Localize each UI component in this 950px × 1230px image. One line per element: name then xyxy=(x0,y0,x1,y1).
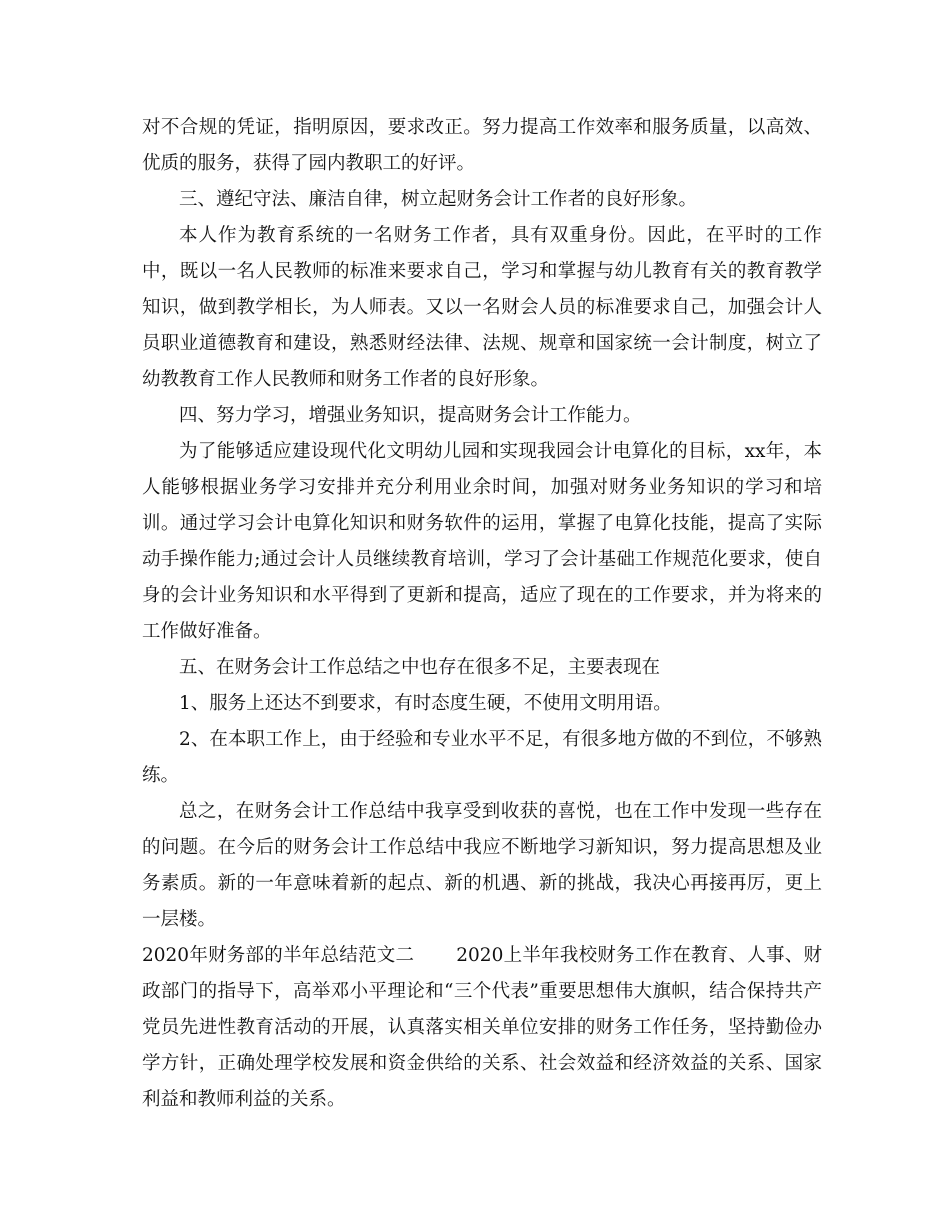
paragraph-conclusion: 总之，在财务会计工作总结中我享受到收获的喜悦，也在工作中发现一些存在的问题。在今后的财务会计工作总结中我应不断地学习新知识，努力提高思想及业务素质。新的一年意味着新的起点、新的机遇、新的挑战，我决心再接再厉，更上一层楼。 xyxy=(142,801,822,930)
paragraph-3: 为了能够适应建设现代化文明幼儿园和实现我园会计电算化的目标，xx年，本人能够根据业务学习安排并充分利用业余时间，加强对财务业务知识的学习和培训。通过学习会计电算化知识和财务软件的运用，掌握了电算化技能，提高了实际动手操作能力;通过会计人员继续教育培训，学习了会计基础工作规范化要求，使自身的会计业务知识和水平得到了更新和提高，适应了现在的工作要求，并为将来的工作做好准备。 xyxy=(142,441,822,642)
section-title: 2020年财务部的半年总结范文二 xyxy=(142,945,415,966)
heading-section-4: 四、努力学习，增强业务知识，提高财务会计工作能力。 xyxy=(179,405,642,426)
document-body xyxy=(142,110,822,1118)
paragraph-1: 对不合规的凭证，指明原因，要求改正。努力提高工作效率和服务质量，以高效、优质的服务，获得了园内教职工的好评。 xyxy=(142,117,822,174)
paragraph-2: 本人作为教育系统的一名财务工作者，具有双重身份。因此，在平时的工作中，既以一名人民教师的标准来要求自己，学习和掌握与幼儿教育有关的教育教学知识，做到教学相长，为人师表。又以一名财会人员的标准要求自己，加强会计人员职业道德教育和建设，熟悉财经法律、法规、规章和国家统一会计制度，树立了幼教教育工作人民教师和财务工作者的良好形象。 xyxy=(142,225,822,390)
section-two xyxy=(142,938,822,1118)
list-item-2: 2、在本职工作上，由于经验和专业水平不足，有很多地方做的不到位，不够熟练。 xyxy=(142,729,822,786)
list-item-1: 1、服务上还达不到要求，有时态度生硬，不使用文明用语。 xyxy=(179,693,672,714)
heading-section-3: 三、遵纪守法、廉洁自律，树立起财务会计工作者的良好形象。 xyxy=(179,189,698,210)
heading-section-5: 五、在财务会计工作总结之中也存在很多不足，主要表现在 xyxy=(179,657,661,678)
section-intro: 2020上半年我校财务工作在教育、人事、财政部门的指导下，高举邓小平理论和“三个代表”重要思想伟大旗帜，结合保持共产党员先进性教育活动的开展，认真落实相关单位安排的财务工作任务，坚持勤俭办学方针，正确处理学校发展和资金供给的关系、社会效益和经济效益的关系、国家利益和教师利益的关系。 xyxy=(142,945,822,1110)
